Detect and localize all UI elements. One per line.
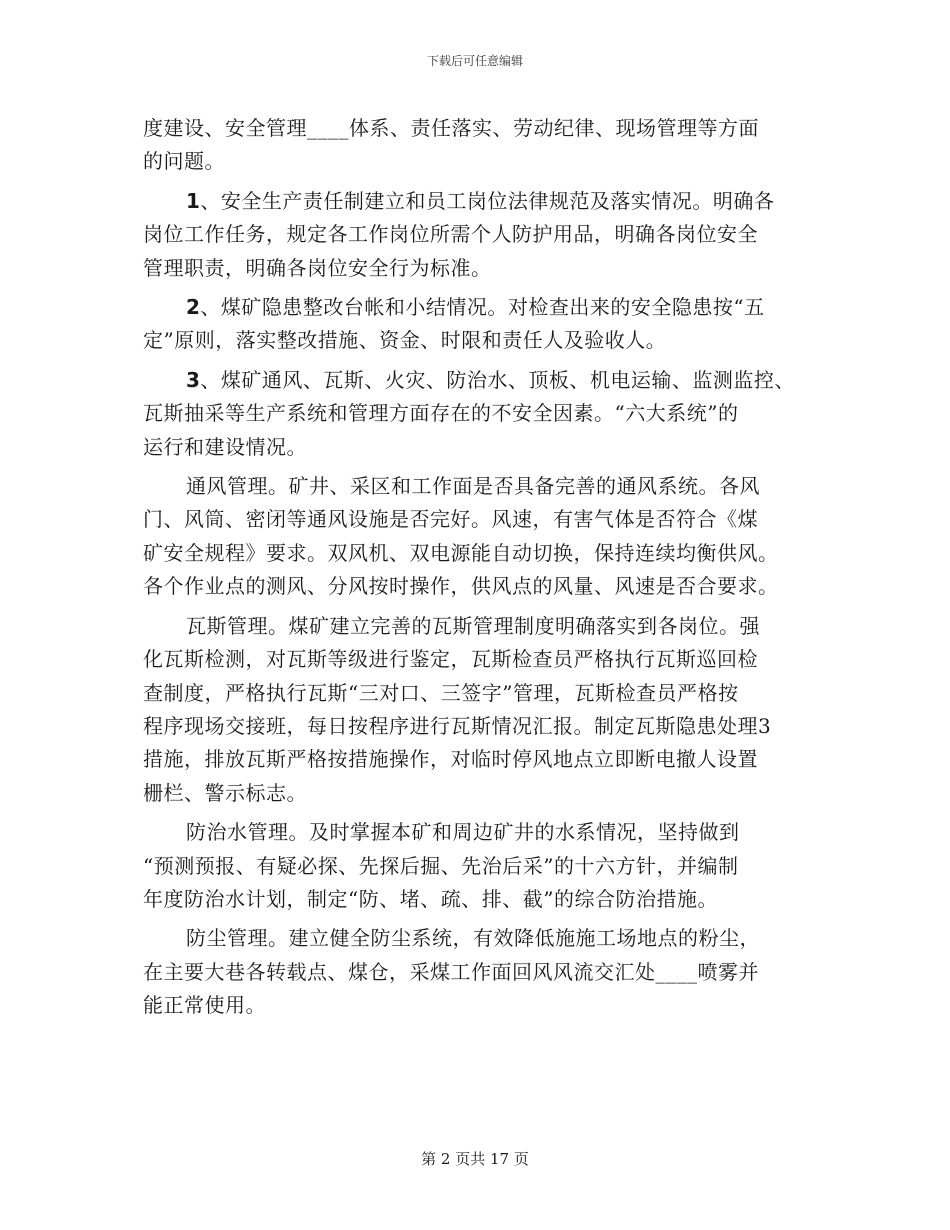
document-body <box>143 112 808 1029</box>
paragraph-item-3 <box>143 364 808 464</box>
text-line: 能正常使用。 <box>143 993 266 1018</box>
paragraph-dust <box>143 922 808 1022</box>
paragraph-ventilation <box>143 470 808 604</box>
paragraph-item-2 <box>143 291 808 358</box>
text-line: 度建设、安全管理____体系、责任落实、劳动纪律、现场管理等方面 <box>143 116 759 140</box>
text-line: 查制度，严格执行瓦斯“三对口、三签字”管理，瓦斯检查员严格按 <box>143 680 739 705</box>
text-line: 瓦斯管理。煤矿建立完善的瓦斯管理制度明确落实到各岗位。强 <box>186 613 760 638</box>
text-line: 通风管理。矿井、采区和工作面是否具备完善的通风系统。各风 <box>186 474 760 499</box>
text-line <box>143 185 808 218</box>
text-line: 防尘管理。建立健全防尘系统，有效降低施施工场地点的粉尘， <box>186 926 760 951</box>
text-segment: 、煤矿通风、瓦斯、火灾、防治水、顶板、机电运输、监测监控、 <box>200 367 795 392</box>
text-line: 定”原则，落实整改措施、资金、时限和责任人及验收人。 <box>143 328 667 353</box>
item-number: 2 <box>186 295 201 320</box>
text-line: 门、风筒、密闭等通风设施是否完好。风速，有害气体是否符合《煤 <box>143 507 758 532</box>
page-footer: 第 2 页共 17 页 <box>421 1150 529 1168</box>
text-line: 栅栏、警示标志。 <box>143 780 307 805</box>
text-line: 的问题。 <box>143 149 225 174</box>
text-segment: 、煤矿隐患整改台帐和小结情况。对检查出来的安全隐患按“五 <box>200 295 765 320</box>
text-line: 在主要大巷各转载点、煤仓，采煤工作面回风风流交汇处____喷雾并 <box>143 959 759 984</box>
text-line: “预测预报、有疑必探、先探后掘、先治后采”的十六方针，并编制 <box>143 853 739 878</box>
text-line: 防治水管理。及时掌握本矿和周边矿井的水系情况，坚持做到 <box>186 820 740 845</box>
text-line: 管理职责，明确各岗位安全行为标准。 <box>143 255 492 280</box>
text-segment: 、安全生产责任制建立和员工岗位法律规范及落实情况。明确各 <box>200 188 775 213</box>
item-number: 3 <box>186 367 201 392</box>
item-number: 1 <box>186 188 201 213</box>
text-line: 措施，排放瓦斯严格按措施操作，对临时停风地点立即断电撤人设置 <box>143 747 758 772</box>
text-line: 岗位工作任务，规定各工作岗位所需个人防护用品，明确各岗位安全 <box>143 222 758 247</box>
paragraph-water <box>143 816 808 916</box>
paragraph-gas <box>143 610 808 810</box>
text-line: 程序现场交接班，每日按程序进行瓦斯情况汇报。制定瓦斯隐患处理3 <box>143 713 772 738</box>
page-header: 下载后可任意编辑 <box>426 54 523 68</box>
text-line: 矿安全规程》要求。双风机、双电源能自动切换，保持连续均衡供风。 <box>143 540 779 565</box>
text-line <box>143 364 808 397</box>
text-line: 化瓦斯检测，对瓦斯等级进行鉴定，瓦斯检查员严格执行瓦斯巡回检 <box>143 647 758 672</box>
paragraph-item-1 <box>143 185 808 285</box>
text-line: 运行和建设情况。 <box>143 434 307 459</box>
paragraph-intro <box>143 112 808 179</box>
text-line: 瓦斯抽采等生产系统和管理方面存在的不安全因素。“六大系统”的 <box>143 401 739 426</box>
text-line: 年度防治水计划，制定“防、堵、疏、排、截”的综合防治措施。 <box>143 886 718 911</box>
text-line <box>143 291 808 324</box>
text-line: 各个作业点的测风、分风按时操作，供风点的风量、风速是否合要求。 <box>143 574 779 599</box>
